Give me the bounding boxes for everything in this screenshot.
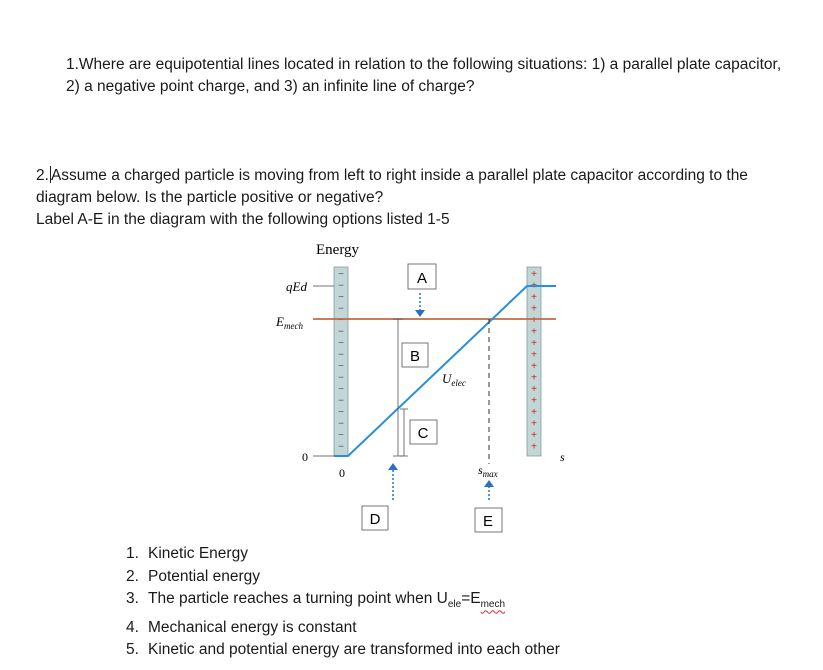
plate-charge-sign: −: [338, 418, 344, 430]
plate-charge-sign: +: [531, 303, 537, 315]
option-2: 2. Potential energy: [126, 567, 261, 585]
plate-charge-sign: +: [531, 407, 537, 418]
plate-charge-sign: +: [531, 269, 537, 280]
plate-charge-sign: −: [338, 372, 344, 384]
qed-label: qEd: [286, 279, 307, 294]
question-1-text: 1.Where are equipotential lines located in relation to the following situations: 1) a parallel plate capacitor, 2) a negative point charge, and 3) an infinite line of charge?: [66, 56, 782, 95]
question-2-line-1-text: Assume a charged particle is moving from left to right inside a parallel plate capacitor according to the: [50, 167, 748, 184]
plate-charge-sign: +: [531, 384, 537, 395]
plate-charge-sign: −: [338, 395, 344, 407]
plate-charge-sign: −: [338, 326, 344, 338]
plate-charge-sign: +: [531, 441, 537, 453]
plate-charge-sign: −: [338, 441, 344, 453]
plate-charge-sign: +: [531, 395, 537, 407]
box-d[interactable]: [362, 506, 388, 530]
plate-charge-sign: +: [531, 315, 537, 326]
plate-charge-sign: −: [338, 338, 344, 349]
x-zero-label: 0: [339, 466, 345, 480]
svg-text:E: E: [482, 513, 494, 530]
options-list: [126, 543, 560, 662]
plate-charge-sign: −: [338, 280, 344, 292]
option-1: 1. Kinetic Energy: [126, 545, 248, 562]
plate-charge-sign: +: [531, 430, 537, 441]
option-5: 5. Kinetic and potential energy are transformed into each other: [126, 641, 560, 659]
plate-charge-sign: +: [531, 338, 537, 349]
plate-charge-sign: −: [338, 269, 344, 280]
plate-charge-sign: −: [338, 407, 344, 418]
option-3: 3. The particle reaches a turning point when $U_{ele}=E_{mech}$: [126, 590, 506, 611]
plate-charge-sign: −: [338, 384, 344, 395]
plate-charge-sign: +: [531, 326, 537, 338]
question-2-line-2: diagram below. Is the particle positive or negative?: [36, 189, 384, 206]
plate-charge-sign: −: [338, 361, 344, 372]
plate-charge-sign: −: [338, 303, 344, 315]
svg-text:D: D: [369, 511, 381, 528]
right-plate-signs: [531, 269, 537, 453]
box-a[interactable]: [408, 264, 436, 289]
plate-charge-sign: +: [531, 280, 537, 292]
svg-text:A: A: [416, 270, 428, 287]
box-a-arrowhead: [415, 310, 425, 317]
plate-charge-sign: −: [338, 430, 344, 441]
plate-charge-sign: +: [531, 361, 537, 372]
smax-label: $s_{max}$: [478, 463, 498, 479]
s-axis-label: s: [560, 450, 565, 464]
svg-text:B: B: [409, 348, 421, 365]
box-e[interactable]: [475, 508, 502, 532]
question-2-number: 2.: [36, 167, 49, 184]
box-b[interactable]: [402, 343, 428, 367]
y-zero-label: 0: [302, 450, 308, 464]
option-4: 4. Mechanical energy is constant: [126, 618, 357, 636]
plate-charge-sign: −: [338, 315, 344, 326]
uelec-label: $U_{elec}$: [442, 371, 466, 388]
energy-axis-title: Energy: [316, 242, 360, 258]
question-2-line-3: Label A-E in the diagram with the following options listed 1-5: [36, 211, 450, 228]
left-plate-signs: [338, 269, 344, 453]
box-c[interactable]: [410, 420, 437, 444]
plate-charge-sign: +: [531, 418, 537, 430]
plate-charge-sign: +: [531, 372, 537, 384]
plate-charge-sign: −: [338, 349, 344, 361]
plate-charge-sign: −: [338, 292, 344, 303]
emech-label: $E_{mech}$: [276, 314, 303, 331]
box-e-arrowhead: [484, 480, 494, 487]
box-d-arrowhead: [388, 463, 398, 470]
svg-text:C: C: [417, 425, 429, 442]
plate-charge-sign: +: [531, 292, 537, 303]
plate-charge-sign: +: [531, 349, 537, 361]
